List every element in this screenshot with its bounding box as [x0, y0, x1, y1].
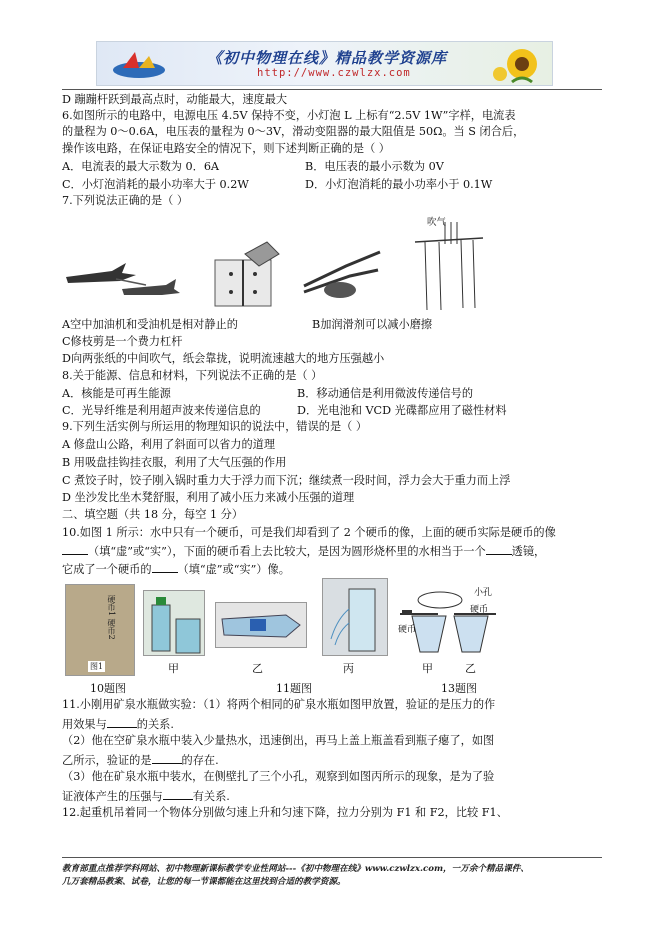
caption-q13: 13题图 [441, 682, 477, 695]
q8-stem: 8.关于能源、信息和材料，下列说法不正确的是（ ） [62, 369, 323, 382]
site-logo-icon [109, 46, 169, 82]
q9-option-b: B 用吸盘挂钩挂衣服，利用了大气压强的作用 [62, 456, 287, 469]
bottle-holes-photo-bing [322, 578, 388, 656]
crushed-bottle-photo-yi [215, 602, 307, 648]
refueling-planes-figure [62, 255, 182, 307]
q11-part2-2: 乙所示，验证的是 的存在. [62, 754, 219, 767]
sunflower-icon [492, 44, 550, 84]
q10-stem-3: 它成了一个硬币的 （填“虚”或“实”）像。 [62, 563, 290, 576]
q12-stem: 12.起重机吊着同一个物体分别做匀速上升和匀速下降，拉力分别为 F1 和 F2，比较 F1、 [62, 806, 508, 819]
footer-rule [62, 857, 602, 858]
answer-blank[interactable] [107, 716, 137, 728]
pruning-shears-figure [300, 246, 385, 306]
answer-blank[interactable] [163, 788, 193, 800]
q11-stem-1: 11.小刚用矿泉水瓶做实验：（1）将两个相同的矿泉水瓶如图甲放置，验证的是压力的作 [62, 698, 496, 711]
q6-stem-1: 6.如图所示的电路中，电源电压 4.5V 保持不变，小灯泡 L 上标有“2.5V 1W”字样，电流表 [62, 109, 516, 122]
label-bing: 丙 [343, 662, 354, 675]
q8-option-c: C．光导纤维是利用超声波来传递信息的 [62, 404, 261, 417]
q9-stem: 9.下列生活实例与所运用的物理知识的说法中，错误的是（ ） [62, 420, 368, 433]
q10-stem-2: （填“虚”或“实”），下面的硬币看上去比较大，是因为圆形烧杯里的水相当于一个 透镜， [62, 543, 545, 559]
q7-stem: 7.下列说法正确的是（ ） [62, 194, 189, 207]
q8-option-d: D．光电池和 VCD 光碟都应用了磁性材料 [297, 404, 507, 417]
blow-label: 吹气 [427, 217, 447, 228]
blowing-paper-figure [405, 222, 485, 314]
q10-stem-1: 10.如图 1 所示：水中只有一个硬币，可是我们却看到了 2 个硬币的像，上面的硬币实际是硬币的像 [62, 526, 556, 539]
q6-option-c: C．小灯泡消耗的最小功率大于 0.2W [62, 178, 249, 191]
q11-part3-1: （3）他在矿泉水瓶中装水，在侧壁扎了三个小孔，观察到如图丙所示的现象，是为了验 [62, 770, 495, 783]
answer-blank[interactable] [486, 543, 512, 555]
label-jia: 甲 [168, 662, 179, 675]
banner-url[interactable]: http://www.czwlzx.com [257, 67, 411, 79]
q9-option-a: A 修盘山公路，利用了斜面可以省力的道理 [62, 438, 276, 451]
answer-blank[interactable] [62, 543, 88, 555]
footer-line-2: 几万套精品教案、试卷，让您的每一节课都能在这里找到合适的教学资源。 [62, 877, 346, 887]
q6-stem-3: 操作该电路，在保证电路安全的情况下，则下述判断正确的是（ ） [62, 142, 390, 155]
label-yi2: 乙 [465, 662, 476, 675]
q7-option-a: A空中加油机和受油机是相对静止的 [62, 318, 238, 331]
caption-q10: 10题图 [90, 682, 126, 695]
coin-beaker-photo: 硬币1 硬币2 图1 [65, 584, 135, 676]
q8-option-b: B．移动通信是利用微波传递信号的 [297, 387, 474, 400]
footer-line-1: 教育部重点推荐学科网站、初中物理新课标教学专业性网站---《初中物理在线》www.czwlzx.com，一万余个精品课件、 [62, 864, 529, 874]
header-banner [96, 41, 553, 86]
q5-option-d: D 蹦蹦杆跃到最高点时，动能最大，速度最大 [62, 93, 288, 106]
label-hole: 小孔 [474, 588, 493, 598]
q7-option-c: C修枝剪是一个费力杠杆 [62, 335, 183, 348]
label-jia2: 甲 [422, 662, 433, 675]
q7-option-d: D向两张纸的中间吹气，纸会靠拢，说明流速越大的地方压强越小 [62, 352, 385, 365]
q6-option-b: B．电压表的最小示数为 0V [305, 160, 444, 173]
banner-title: 《初中物理在线》精品教学资源库 [207, 49, 448, 67]
answer-blank[interactable] [152, 561, 178, 573]
label-yi: 乙 [252, 662, 263, 675]
q6-option-a: A．电流表的最大示数为 0．6A [62, 160, 220, 173]
q6-option-d: D．小灯泡消耗的最小功率小于 0.1W [305, 178, 493, 191]
label-coin-right: 硬币 [470, 605, 489, 615]
caption-q11: 11题图 [276, 682, 312, 695]
q9-option-c: C 煮饺子时，饺子刚入锅时重力大于浮力而下沉；继续煮一段时间，浮力会大于重力而上浮 [62, 474, 511, 487]
q6-stem-2: 的量程为 0～0.6A，电压表的量程为 0～3V，滑动变阻器的最大阻值是 50Ω。当 S 闭合后， [62, 125, 525, 138]
bottles-photo-jia [143, 590, 205, 656]
q11-part2-1: （2）他在空矿泉水瓶中装入少量热水，迅速倒出，再马上盖上瓶盖看到瓶子瘪了，如图 [62, 734, 495, 747]
header-rule [62, 89, 602, 90]
answer-blank[interactable] [152, 752, 182, 764]
label-coin-left: 硬币 [398, 625, 417, 635]
q8-option-a: A．核能是可再生能源 [62, 387, 171, 400]
fig1-label: 图1 [90, 662, 104, 671]
section-two-heading: 二、填空题（共 18 分，每空 1 分） [62, 508, 244, 521]
q11-part3-2: 证液体产生的压强与 有关系. [62, 790, 230, 803]
q7-option-b: B加润滑剂可以减小磨擦 [312, 318, 433, 331]
q9-option-d: D 坐沙发比坐木凳舒服，利用了减小压力来减小压强的道理 [62, 491, 355, 504]
hinge-lubrication-figure [205, 240, 295, 310]
q11-stem-2: 用效果与 的关系. [62, 718, 174, 731]
